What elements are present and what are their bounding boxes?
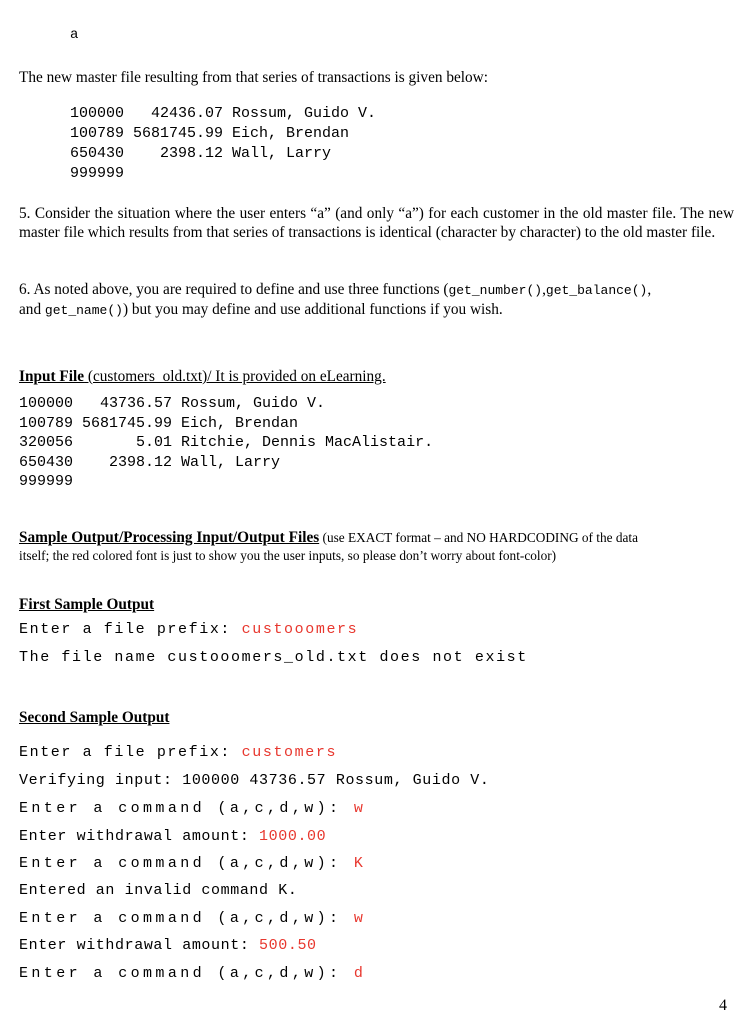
prompt-text: Verifying input: 100000 43736.57 Rossum, Guido V. bbox=[19, 772, 490, 789]
input-file-heading bbox=[19, 367, 386, 386]
function-name: get_balance() bbox=[545, 283, 648, 298]
input-file-line: 320056 5.01 Ritchie, Dennis MacAlistair. bbox=[19, 434, 434, 452]
user-input-text: 500.50 bbox=[259, 937, 317, 954]
prompt-text: Enter a file prefix: bbox=[19, 621, 242, 638]
input-file-heading-rest: (customers_old.txt)/ It is provided on eLearning. bbox=[84, 368, 386, 385]
sample-note: (use EXACT format – and NO HARDCODING of the data bbox=[319, 530, 639, 545]
master-file-block bbox=[70, 104, 376, 184]
user-input-text: customers bbox=[241, 744, 338, 761]
user-input-text: w bbox=[353, 910, 367, 927]
prompt-text: Enter a file prefix: bbox=[19, 744, 242, 761]
prompt-text: Enter withdrawal amount: bbox=[19, 937, 260, 954]
user-input-text: K bbox=[353, 855, 367, 872]
prompt-text: Enter a command (a,c,d,w): bbox=[19, 855, 354, 872]
first-sample-heading: First Sample Output bbox=[19, 596, 155, 613]
item-6-text: 6. As noted above, you are required to define and use three functions ( bbox=[19, 281, 449, 298]
function-name: get_name() bbox=[44, 303, 123, 318]
prompt-text: Entered an invalid command K. bbox=[19, 882, 298, 899]
user-input-text: 1000.00 bbox=[259, 828, 327, 845]
user-input-text: d bbox=[353, 965, 367, 982]
second-sample-heading: Second Sample Output bbox=[19, 709, 170, 726]
item-6-paragraph bbox=[19, 280, 734, 320]
separator: , bbox=[542, 281, 546, 298]
master-file-line: 999999 bbox=[70, 165, 125, 182]
master-intro-paragraph: The new master file resulting from that series of transactions is given below: bbox=[19, 69, 488, 86]
prompt-text: Enter a command (a,c,d,w): bbox=[19, 965, 354, 982]
second-sample-line bbox=[19, 910, 366, 927]
prompt-text: Enter withdrawal amount: bbox=[19, 828, 260, 845]
second-sample-line bbox=[19, 744, 337, 761]
master-file-line: 100789 5681745.99 Eich, Brendan bbox=[70, 125, 350, 142]
second-sample-line bbox=[19, 965, 366, 982]
second-sample-line bbox=[19, 800, 366, 817]
item-6-text: and bbox=[19, 301, 45, 318]
input-file-line: 100789 5681745.99 Eich, Brendan bbox=[19, 414, 299, 432]
separator: , bbox=[647, 281, 652, 298]
second-sample-line bbox=[19, 937, 317, 954]
second-sample-line bbox=[19, 882, 297, 899]
input-file-heading-bold: Input File bbox=[19, 368, 85, 385]
function-name: get_number() bbox=[448, 283, 543, 298]
input-file-line: 999999 bbox=[19, 473, 74, 491]
item-5-paragraph: 5. Consider the situation where the user enters “a” (and only “a”) for each customer in the old master file. The new master file which results from that series of transactions is identical (character by character) to the old master file. bbox=[19, 205, 734, 241]
sample-section-heading bbox=[19, 529, 739, 565]
sample-heading-bold: Sample Output/Processing Input/Output Files bbox=[19, 529, 320, 546]
input-file-line: 650430 2398.12 Wall, Larry bbox=[19, 453, 281, 471]
input-file-line: 100000 43736.57 Rossum, Guido V. bbox=[19, 395, 326, 412]
sample-note: itself; the red colored font is just to show you the user inputs, so please don’t worry about font-color) bbox=[19, 548, 557, 563]
second-sample-line bbox=[19, 772, 489, 789]
prompt-text: Enter a command (a,c,d,w): bbox=[19, 800, 354, 817]
master-file-line: 100000 42436.07 Rossum, Guido V. bbox=[70, 105, 377, 122]
fragment-a: a bbox=[70, 27, 79, 43]
master-file-line: 650430 2398.12 Wall, Larry bbox=[70, 145, 332, 162]
item-6-text: ) but you may define and use additional functions if you wish. bbox=[122, 301, 503, 318]
prompt-text: Enter a command (a,c,d,w): bbox=[19, 910, 354, 927]
first-sample-line: The file name custooomers_old.txt does not exist bbox=[19, 649, 528, 666]
first-sample-line bbox=[19, 621, 358, 638]
user-input-text: w bbox=[353, 800, 367, 817]
page-number: 4 bbox=[719, 997, 727, 1014]
input-file-block bbox=[19, 394, 433, 492]
user-input-text: custooomers bbox=[241, 621, 359, 638]
second-sample-line bbox=[19, 855, 366, 872]
second-sample-line bbox=[19, 828, 326, 845]
